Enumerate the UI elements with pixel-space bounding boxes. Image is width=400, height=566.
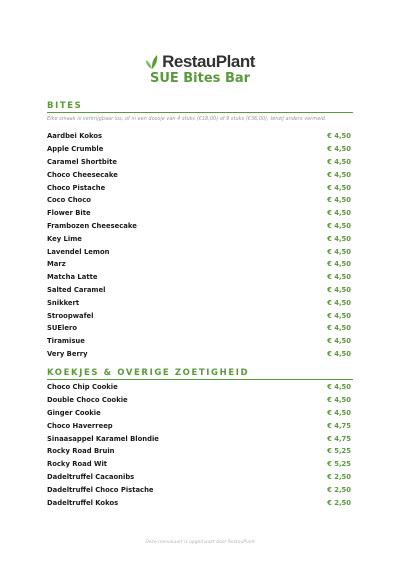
item-price: € 5,25 [327, 460, 351, 469]
list-item [47, 296, 353, 309]
item-price: € 5,25 [327, 447, 351, 456]
item-name: Rocky Road Wit [47, 460, 108, 469]
venue-title: SUE Bites Bar [149, 71, 251, 86]
item-price: € 4,50 [327, 132, 351, 141]
item-price: € 4,50 [327, 408, 351, 417]
item-name: Tiramisue [47, 337, 85, 346]
section-note: Elke smaak is verkrijgbaar los, of in een doosje van 4 stuks (€18,00) of 9 stuks (€36,00), tenzij anders vermeld. [47, 116, 327, 122]
list-item [47, 394, 353, 407]
item-price: € 4,50 [327, 311, 351, 320]
item-price: € 4,50 [327, 285, 351, 294]
list-item [47, 407, 353, 420]
footer-text: Deze menukaart is opgemaakt door RestauPlant [145, 540, 255, 545]
list-item [47, 232, 353, 245]
logo [0, 52, 400, 72]
list-item [47, 348, 353, 361]
item-name: Flower Bite [47, 209, 91, 218]
list-item [47, 335, 353, 348]
list-item [47, 445, 353, 458]
list-item [47, 496, 353, 509]
item-name: Choco Haverreep [47, 421, 113, 430]
item-price: € 4,50 [327, 260, 351, 269]
list-item [47, 381, 353, 394]
item-price: € 4,50 [327, 396, 351, 405]
item-price: € 4,50 [327, 383, 351, 392]
item-price: € 4,50 [327, 337, 351, 346]
item-name: Very Berry [47, 349, 88, 358]
item-name: Ginger Cookie [47, 408, 101, 417]
item-price: € 4,50 [327, 221, 351, 230]
section-divider [47, 112, 353, 113]
item-price: € 4,50 [327, 349, 351, 358]
item-name: Aardbei Kokos [47, 132, 103, 141]
list-item [47, 168, 353, 181]
item-price: € 2,50 [327, 472, 351, 481]
section-title-koekjes: KOEKJES & OVERIGE ZOETIGHEID [47, 368, 250, 378]
item-price: € 4,50 [327, 234, 351, 243]
list-item [47, 181, 353, 194]
item-name: Salted Caramel [47, 285, 106, 294]
item-name: Dadeltruffel Choco Pistache [47, 485, 154, 494]
item-name: Lavendel Lemon [47, 247, 110, 256]
item-price: € 4,50 [327, 196, 351, 205]
list-item [47, 245, 353, 258]
list-item [47, 309, 353, 322]
leaf-icon [145, 54, 159, 70]
list-item [47, 322, 353, 335]
item-name: Coco Choco [47, 196, 91, 205]
item-price: € 4,50 [327, 324, 351, 333]
list-item [47, 471, 353, 484]
item-price: € 4,50 [327, 273, 351, 282]
item-name: Apple Crumble [47, 145, 104, 154]
item-name: Choco Pistache [47, 183, 106, 192]
menu-list-koekjes [47, 381, 353, 509]
list-item [47, 419, 353, 432]
list-item [47, 143, 353, 156]
item-name: Dadeltruffel Kokos [47, 498, 119, 507]
list-item [47, 271, 353, 284]
item-name: Marz [47, 260, 66, 269]
item-name: Sinaasappel Karamel Blondie [47, 434, 159, 443]
list-item [47, 207, 353, 220]
menu-list-bites [47, 130, 353, 360]
item-price: € 4,50 [327, 145, 351, 154]
list-item [47, 220, 353, 233]
item-price: € 4,75 [327, 421, 351, 430]
item-name: Choco Chip Cookie [47, 383, 118, 392]
item-price: € 4,50 [327, 170, 351, 179]
list-item [47, 156, 353, 169]
section-divider [47, 379, 353, 380]
item-price: € 2,50 [327, 485, 351, 494]
item-name: Snikkert [47, 298, 80, 307]
item-price: € 4,75 [327, 434, 351, 443]
list-item [47, 284, 353, 297]
logo-text: RestauPlant [162, 52, 255, 71]
item-name: Key Lime [47, 234, 82, 243]
list-item [47, 458, 353, 471]
list-item [47, 483, 353, 496]
list-item [47, 432, 353, 445]
item-price: € 2,50 [327, 498, 351, 507]
item-price: € 4,50 [327, 298, 351, 307]
item-name: SUElero [47, 324, 78, 333]
item-name: Rocky Road Bruin [47, 447, 115, 456]
item-name: Dadeltruffel Cacaonibs [47, 472, 135, 481]
item-name: Double Choco Cookie [47, 396, 128, 405]
item-price: € 4,50 [327, 183, 351, 192]
item-name: Matcha Latte [47, 273, 98, 282]
item-price: € 4,50 [327, 157, 351, 166]
list-item [47, 130, 353, 143]
list-item [47, 194, 353, 207]
item-name: Stroopwafel [47, 311, 94, 320]
item-name: Choco Cheesecake [47, 170, 118, 179]
section-title-bites: BITES [47, 101, 83, 111]
item-price: € 4,50 [327, 247, 351, 256]
item-name: Frambozen Cheesecake [47, 221, 137, 230]
list-item [47, 258, 353, 271]
item-price: € 4,50 [327, 209, 351, 218]
item-name: Caramel Shortbite [47, 157, 117, 166]
